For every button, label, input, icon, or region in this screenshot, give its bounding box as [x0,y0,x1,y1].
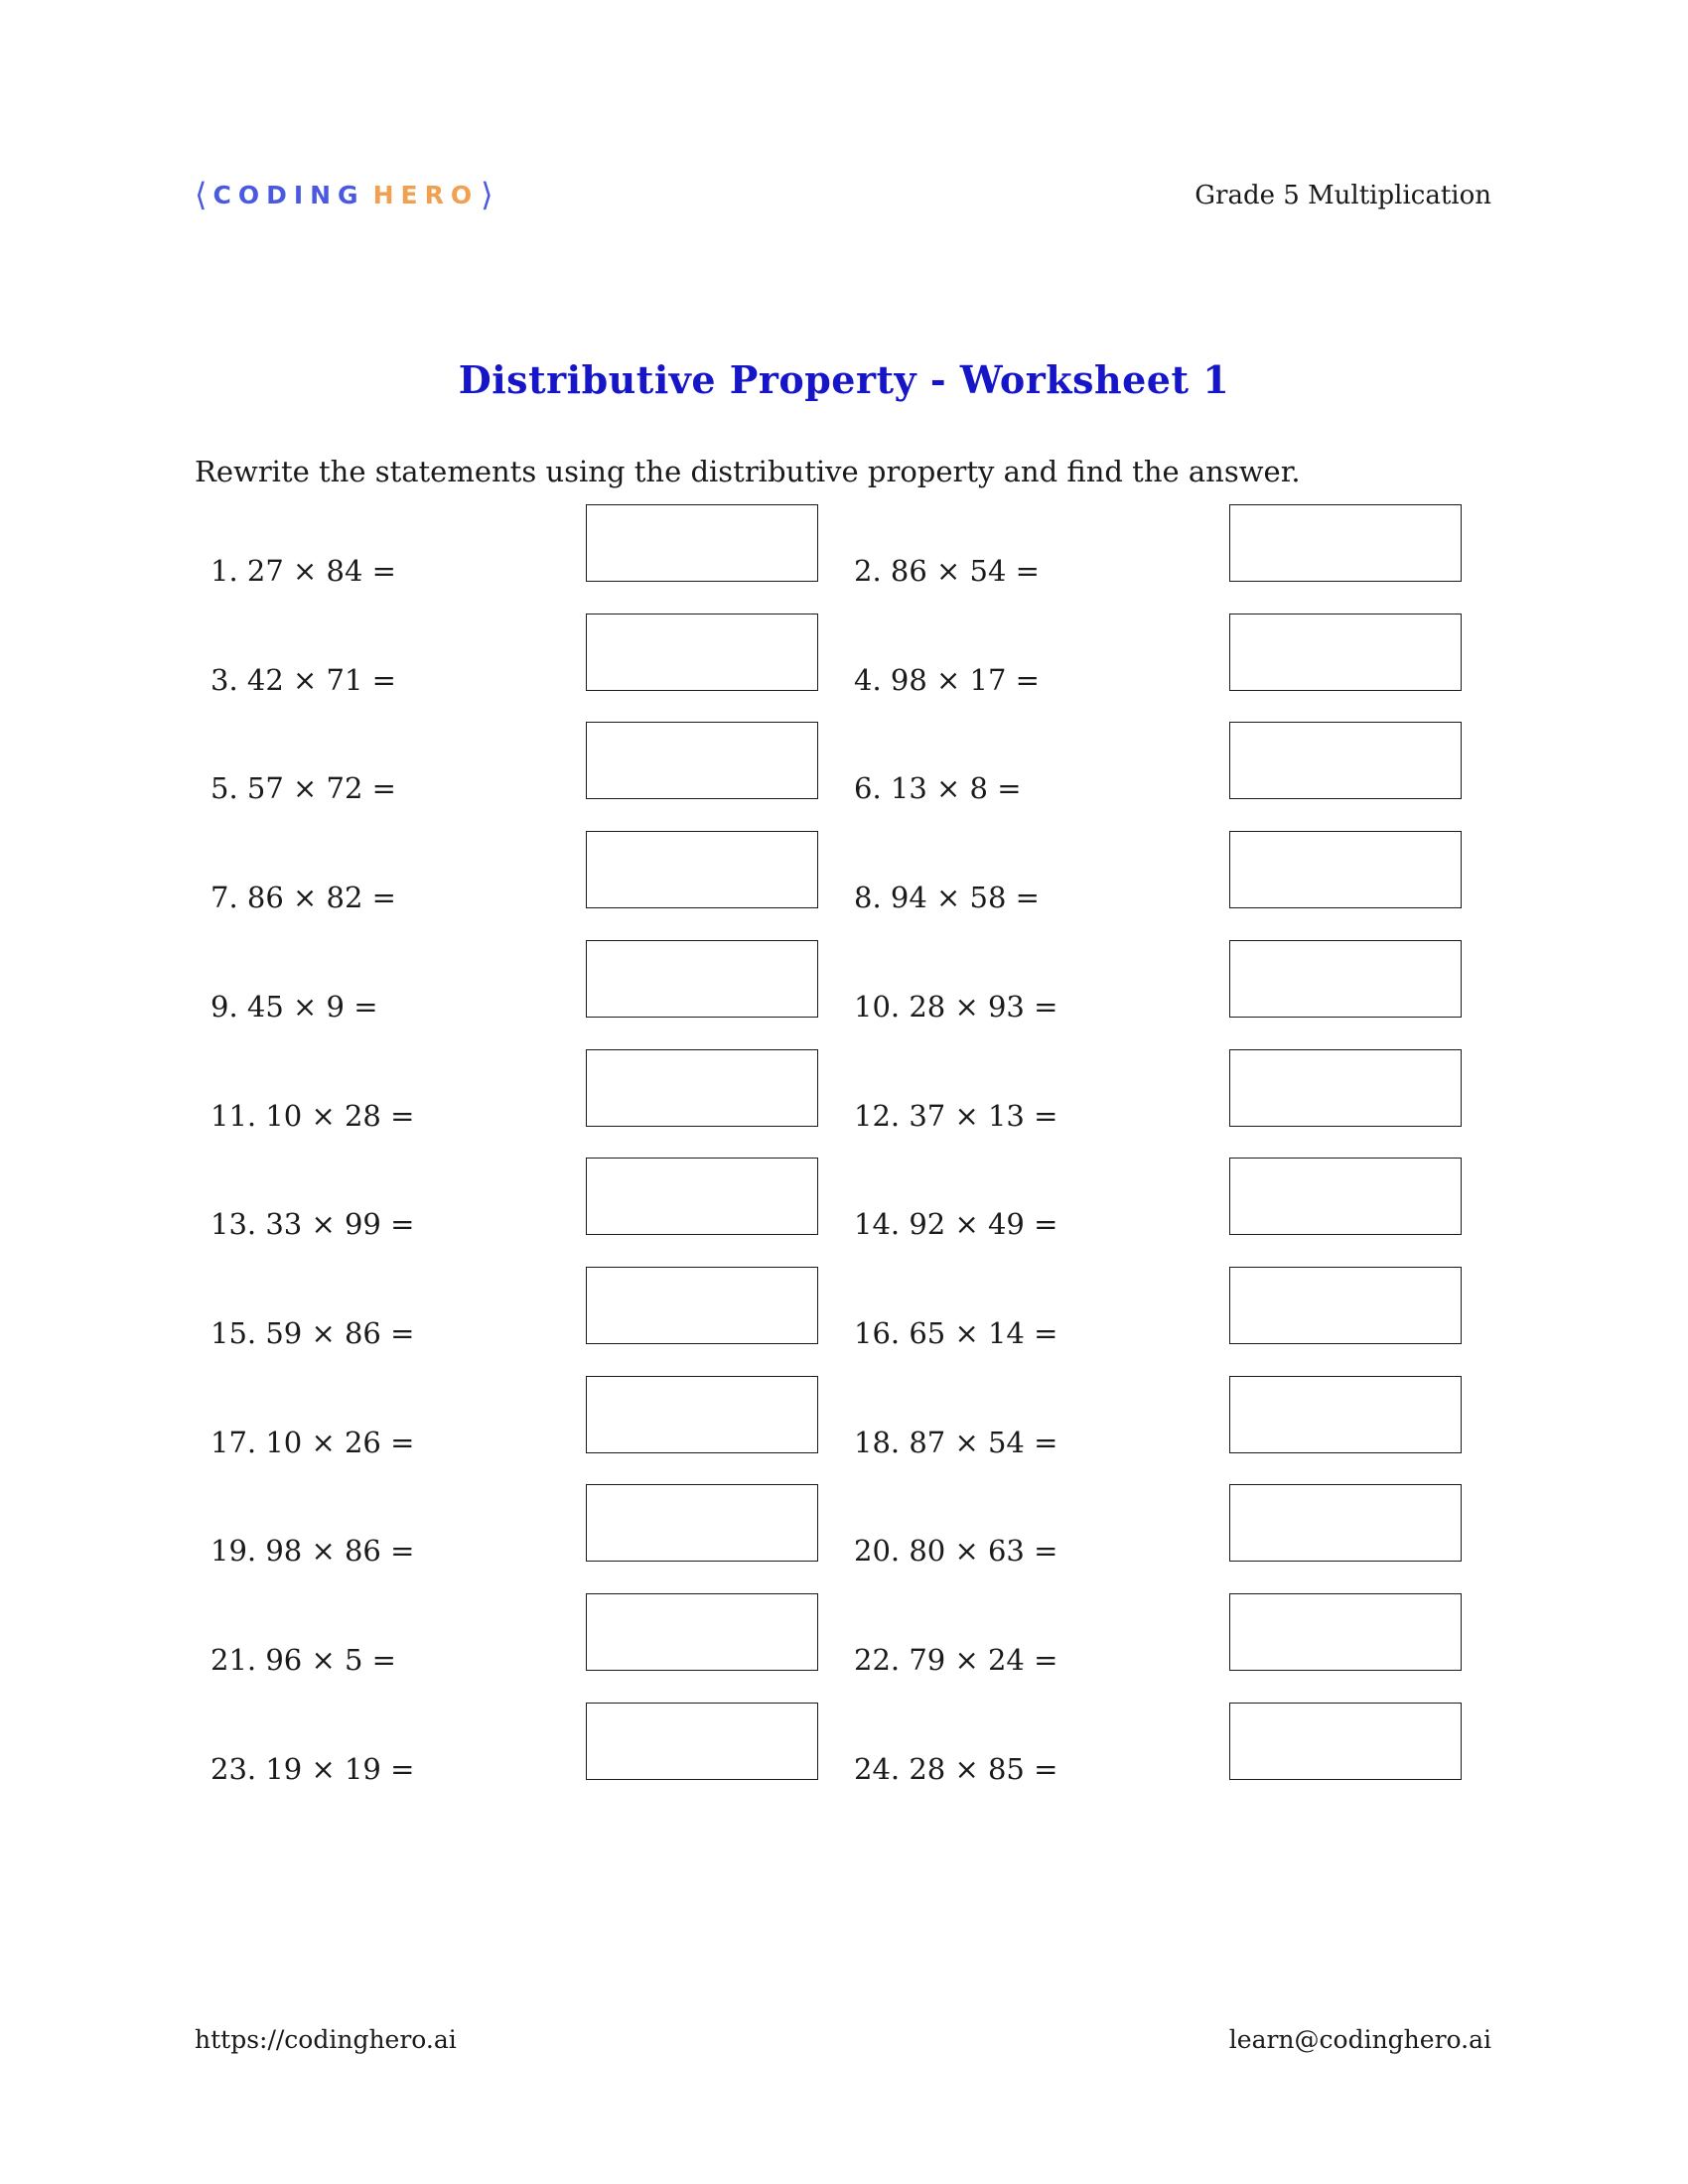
problem-2: 2. 86 × 54 = [854,554,1040,588]
answer-box-17[interactable] [586,1376,818,1453]
answer-box-22[interactable] [1229,1593,1462,1671]
logo-right-bracket: ⟩ [481,176,493,213]
problem-3: 3. 42 × 71 = [211,662,396,697]
answer-box-3[interactable] [586,614,818,691]
answer-box-9[interactable] [586,940,818,1018]
problem-22: 22. 79 × 24 = [854,1643,1058,1677]
problem-24: 24. 28 × 85 = [854,1751,1058,1786]
worksheet-title: Distributive Property - Worksheet 1 [458,357,1230,402]
problem-18: 18. 87 × 54 = [854,1425,1058,1459]
answer-box-10[interactable] [1229,940,1462,1018]
problem-4: 4. 98 × 17 = [854,662,1040,697]
problem-7: 7. 86 × 82 = [211,881,396,915]
problem-10: 10. 28 × 93 = [854,989,1058,1024]
logo-hero-text: HERO [372,180,480,209]
answer-box-12[interactable] [1229,1049,1462,1127]
footer-url: https://codinghero.ai [195,2025,457,2054]
problem-14: 14. 92 × 49 = [854,1207,1058,1242]
problem-1: 1. 27 × 84 = [211,554,396,588]
answer-box-19[interactable] [586,1484,818,1562]
answer-box-6[interactable] [1229,722,1462,799]
problem-20: 20. 80 × 63 = [854,1534,1058,1569]
answer-box-18[interactable] [1229,1376,1462,1453]
answer-box-1[interactable] [586,504,818,582]
answer-box-15[interactable] [586,1267,818,1344]
answer-box-4[interactable] [1229,614,1462,691]
problem-8: 8. 94 × 58 = [854,881,1040,915]
answer-box-16[interactable] [1229,1267,1462,1344]
instructions-text: Rewrite the statements using the distributive property and find the answer. [195,455,1301,488]
problem-23: 23. 19 × 19 = [211,1751,415,1786]
answer-box-2[interactable] [1229,504,1462,582]
answer-box-13[interactable] [586,1158,818,1235]
problem-17: 17. 10 × 26 = [211,1425,415,1459]
answer-box-8[interactable] [1229,831,1462,908]
problem-19: 19. 98 × 86 = [211,1534,415,1569]
problem-9: 9. 45 × 9 = [211,989,378,1024]
problem-16: 16. 65 × 14 = [854,1315,1058,1350]
answer-box-23[interactable] [586,1703,818,1780]
answer-box-20[interactable] [1229,1484,1462,1562]
answer-box-24[interactable] [1229,1703,1462,1780]
answer-box-14[interactable] [1229,1158,1462,1235]
logo-left-bracket: ⟨ [195,176,208,213]
answer-box-7[interactable] [586,831,818,908]
grade-label: Grade 5 Multiplication [1195,181,1491,210]
answer-box-21[interactable] [586,1593,818,1671]
footer-email: learn@codinghero.ai [1228,2025,1491,2054]
problem-15: 15. 59 × 86 = [211,1315,415,1350]
problem-6: 6. 13 × 8 = [854,771,1022,806]
problem-12: 12. 37 × 13 = [854,1098,1058,1133]
problem-11: 11. 10 × 28 = [211,1098,415,1133]
problem-5: 5. 57 × 72 = [211,771,396,806]
answer-box-5[interactable] [586,722,818,799]
answer-box-11[interactable] [586,1049,818,1127]
problem-13: 13. 33 × 99 = [211,1207,415,1242]
logo-coding-text: CODING [212,180,365,209]
problem-21: 21. 96 × 5 = [211,1643,396,1677]
